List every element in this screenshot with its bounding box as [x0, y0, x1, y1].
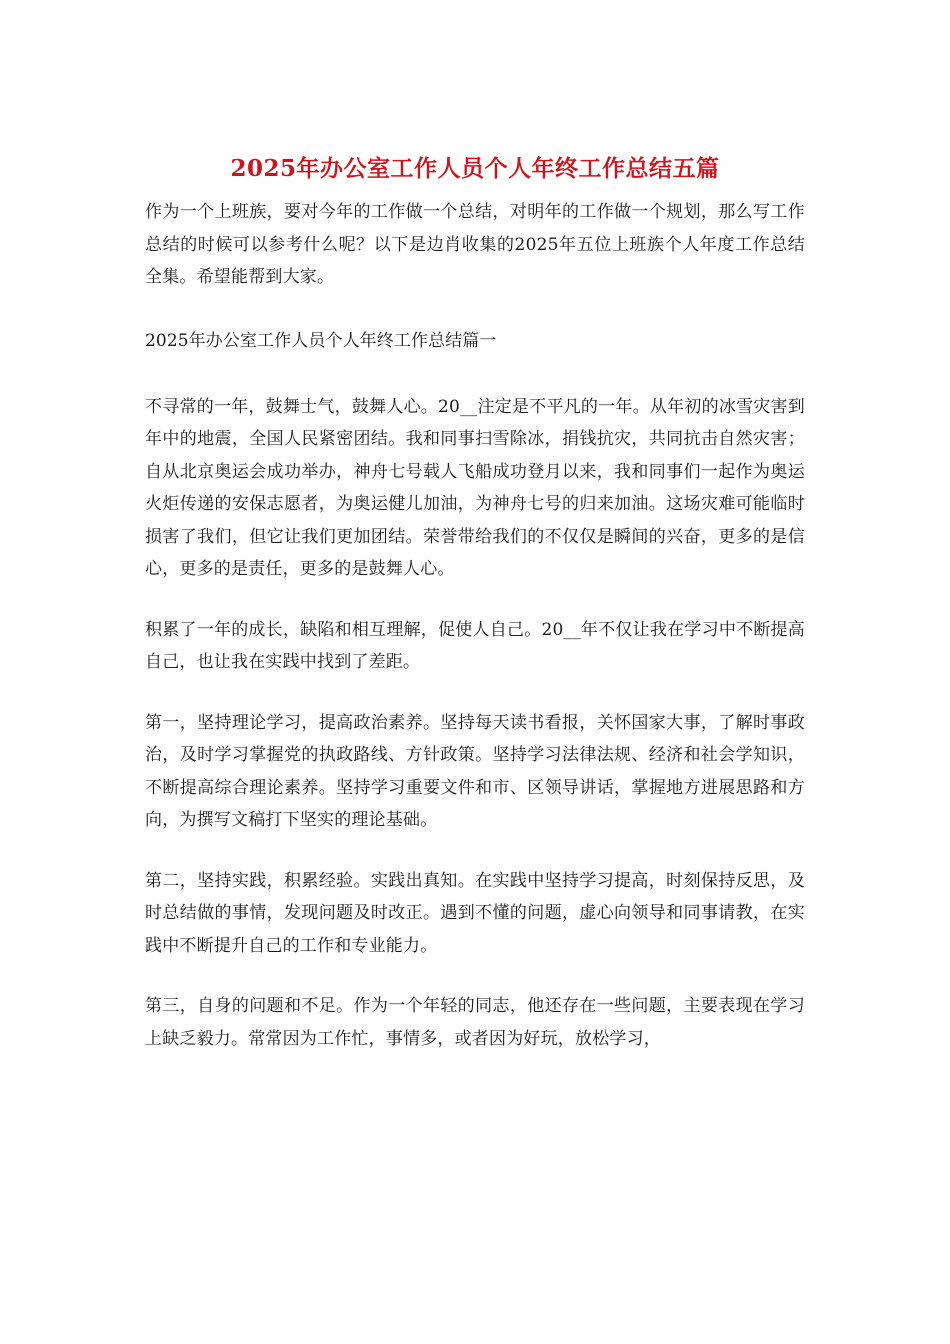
document-body — [145, 196, 805, 1083]
section-heading: 2025年办公室工作人员个人年终工作总结篇一 — [145, 330, 497, 351]
body-paragraph-5: 第三，自身的问题和不足。作为一个年轻的同志，他还存在一些问题，主要表现在学习上缺乏毅力。常常因为工作忙，事情多，或者因为好玩，放松学习， — [145, 996, 805, 1049]
intro-paragraph: 作为一个上班族，要对今年的工作做一个总结，对明年的工作做一个规划，那么写工作总结的时候可以参考什么呢？以下是边肖收集的2025年五位上班族个人年度工作总结全集。希望能帮到大家。 — [145, 202, 805, 287]
body-paragraph-4: 第二，坚持实践，积累经验。实践出真知。在实践中坚持学习提高，时刻保持反思，及时总结做的事情，发现问题及时改正。遇到不懂的问题，虚心向领导和同事请教，在实践中不断提升自己的工作和专业能力。 — [145, 870, 805, 956]
body-paragraph-2: 积累了一年的成长，缺陷和相互理解，促使人自己。20__年不仅让我在学习中不断提高自己，也让我在实践中找到了差距。 — [145, 619, 805, 672]
document-title: 2025年办公室工作人员个人年终工作总结五篇 — [230, 155, 720, 182]
body-paragraph-1: 不寻常的一年，鼓舞士气，鼓舞人心。20__注定是不平凡的一年。从年初的冰雪灾害到年中的地震，全国人民紧密团结。我和同事扫雪除冰，捐钱抗灾，共同抗击自然灾害；自从北京奥运会成功举办，神舟七号载人飞船成功登月以来，我和同事们一起作为奥运火炬传递的安保志愿者，为奥运健儿加油，为神舟七号的归来加油。这场灾难可能临时损害了我们，但它让我们更加团结。荣誉带给我们的不仅仅是瞬间的兴奋，更多的是信心，更多的是责任，更多的是鼓舞人心。 — [145, 396, 805, 579]
body-paragraph-3: 第一，坚持理论学习，提高政治素养。坚持每天读书看报，关怀国家大事，了解时事政治，及时学习掌握党的执政路线、方针政策。坚持学习法律法规、经济和社会学知识，不断提高综合理论素养。坚持学习重要文件和市、区领导讲话，掌握地方进展思路和方向，为撰写文稿打下坚实的理论基础。 — [145, 712, 805, 830]
